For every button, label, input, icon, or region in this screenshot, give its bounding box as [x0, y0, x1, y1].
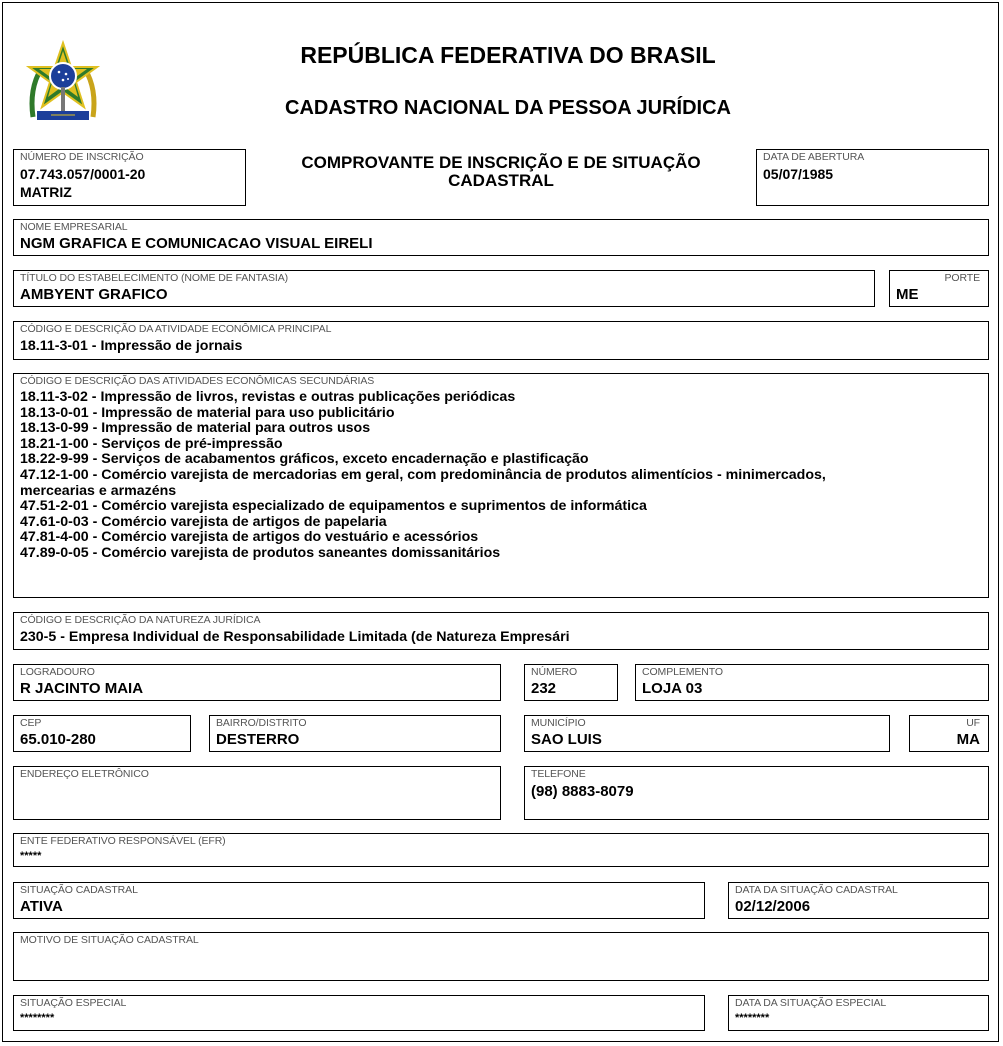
atividades-secundarias-list [20, 390, 826, 562]
complemento-label: COMPLEMENTO [642, 666, 723, 678]
document-subtitle: CADASTRO NACIONAL DA PESSOA JURÍDICA [285, 97, 731, 119]
efr-box [13, 833, 989, 867]
list-item: 47.81-4-00 - Comércio varejista de artigos do vestuário e acessórios [20, 529, 479, 546]
uf-box [909, 715, 989, 752]
natureza-juridica-value: 230-5 - Empresa Individual de Responsabilidade Limitada (de Natureza Empresári [20, 629, 570, 645]
endereco-eletronico-box [13, 766, 501, 820]
data-abertura-box [756, 149, 989, 206]
situacao-cadastral-label: SITUAÇÃO CADASTRAL [20, 884, 138, 896]
telefone-label: TELEFONE [531, 768, 586, 780]
bairro-value: DESTERRO [216, 731, 300, 748]
data-situacao-cadastral-label: DATA DA SITUAÇÃO CADASTRAL [735, 884, 898, 896]
numero-box [524, 664, 618, 701]
telefone-box [524, 766, 989, 820]
telefone-value: (98) 8883-8079 [531, 783, 634, 800]
numero-label: NÚMERO [531, 666, 578, 678]
numero-inscricao-box [13, 149, 246, 206]
municipio-label: MUNICÍPIO [531, 717, 586, 729]
atividades-secundarias-label: CÓDIGO E DESCRIÇÃO DAS ATIVIDADES ECONÔMICAS SECUNDÁRIAS [20, 375, 375, 387]
situacao-cadastral-value: ATIVA [20, 898, 63, 915]
data-abertura-label: DATA DE ABERTURA [763, 151, 865, 163]
logradouro-label: LOGRADOURO [20, 666, 95, 678]
atividade-principal-value: 18.11-3-01 - Impressão de jornais [20, 338, 243, 354]
list-item: 47.89-0-05 - Comércio varejista de produtos saneantes domissanitários [20, 544, 501, 561]
titulo-estabelecimento-box [13, 270, 875, 307]
comprovante-title [249, 154, 753, 190]
list-item: 18.21-1-00 - Serviços de pré-impressão [20, 435, 283, 452]
tipo-estabelecimento-value: MATRIZ [20, 184, 72, 200]
situacao-especial-box [13, 995, 705, 1031]
atividades-secundarias-box [13, 373, 989, 598]
municipio-value: SAO LUIS [531, 731, 602, 748]
nome-empresarial-label: NOME EMPRESARIAL [20, 221, 128, 233]
list-item: 18.22-9-99 - Serviços de acabamentos gráficos, exceto encadernação e plastificação [20, 451, 589, 468]
uf-label: UF [966, 717, 980, 729]
situacao-cadastral-box [13, 882, 705, 919]
document-page [2, 2, 999, 1042]
logradouro-value: R JACINTO MAIA [20, 680, 144, 697]
comprovante-title-line1: COMPROVANTE DE INSCRIÇÃO E DE SITUAÇÃO [301, 153, 701, 172]
list-item: 47.51-2-01 - Comércio varejista especializado de equipamentos e suprimentos de informática [20, 498, 647, 515]
list-item: 18.13-0-99 - Impressão de material para outros usos [20, 420, 371, 437]
comprovante-title-line2: CADASTRAL [448, 171, 554, 190]
nome-empresarial-box [13, 219, 989, 256]
situacao-especial-label: SITUAÇÃO ESPECIAL [20, 997, 127, 1009]
data-situacao-especial-value: ******** [735, 1012, 770, 1024]
natureza-juridica-label: CÓDIGO E DESCRIÇÃO DA NATUREZA JURÍDICA [20, 614, 261, 626]
complemento-box [635, 664, 989, 701]
efr-label: ENTE FEDERATIVO RESPONSÁVEL (EFR) [20, 835, 226, 847]
data-situacao-especial-box [728, 995, 989, 1031]
numero-inscricao-value: 07.743.057/0001-20 [20, 166, 146, 182]
bairro-label: BAIRRO/DISTRITO [216, 717, 307, 729]
municipio-box [524, 715, 890, 752]
motivo-situacao-box [13, 932, 989, 981]
list-item: mercearias e armazéns [20, 482, 177, 499]
motivo-situacao-label: MOTIVO DE SITUAÇÃO CADASTRAL [20, 934, 199, 946]
cep-label: CEP [20, 717, 42, 729]
data-situacao-cadastral-value: 02/12/2006 [735, 898, 811, 915]
nome-empresarial-value: NGM GRAFICA E COMUNICACAO VISUAL EIRELI [20, 235, 373, 252]
natureza-juridica-box [13, 612, 989, 650]
cep-value: 65.010-280 [20, 731, 96, 748]
logradouro-box [13, 664, 501, 701]
data-situacao-cadastral-box [728, 882, 989, 919]
numero-inscricao-label: NÚMERO DE INSCRIÇÃO [20, 151, 144, 163]
list-item: 47.12-1-00 - Comércio varejista de mercadorias em geral, com predominância de produtos alimentícios - minimercados, [20, 466, 826, 483]
data-situacao-especial-label: DATA DA SITUAÇÃO ESPECIAL [735, 997, 887, 1009]
list-item: 18.13-0-01 - Impressão de material para uso publicitário [20, 404, 395, 421]
titulo-estabelecimento-value: AMBYENT GRAFICO [20, 286, 168, 303]
atividade-principal-box [13, 321, 989, 360]
endereco-eletronico-label: ENDEREÇO ELETRÔNICO [20, 768, 149, 780]
porte-box [889, 270, 989, 307]
list-item: 47.61-0-03 - Comércio varejista de artigos de papelaria [20, 513, 387, 530]
list-item: 18.11-3-02 - Impressão de livros, revistas e outras publicações periódicas [20, 389, 516, 405]
situacao-especial-value: ******** [20, 1012, 55, 1024]
porte-label: PORTE [944, 272, 980, 284]
porte-value: ME [896, 286, 919, 303]
titulo-estabelecimento-label: TÍTULO DO ESTABELECIMENTO (NOME DE FANTASIA) [20, 272, 289, 284]
document-title: REPÚBLICA FEDERATIVA DO BRASIL [300, 42, 716, 68]
efr-value: ***** [20, 850, 42, 862]
numero-value: 232 [531, 680, 557, 697]
data-abertura-value: 05/07/1985 [763, 166, 834, 182]
uf-value: MA [956, 731, 980, 748]
bairro-box [209, 715, 501, 752]
complemento-value: LOJA 03 [642, 680, 703, 697]
atividade-principal-label: CÓDIGO E DESCRIÇÃO DA ATIVIDADE ECONÔMICA PRINCIPAL [20, 323, 332, 335]
cep-box [13, 715, 191, 752]
